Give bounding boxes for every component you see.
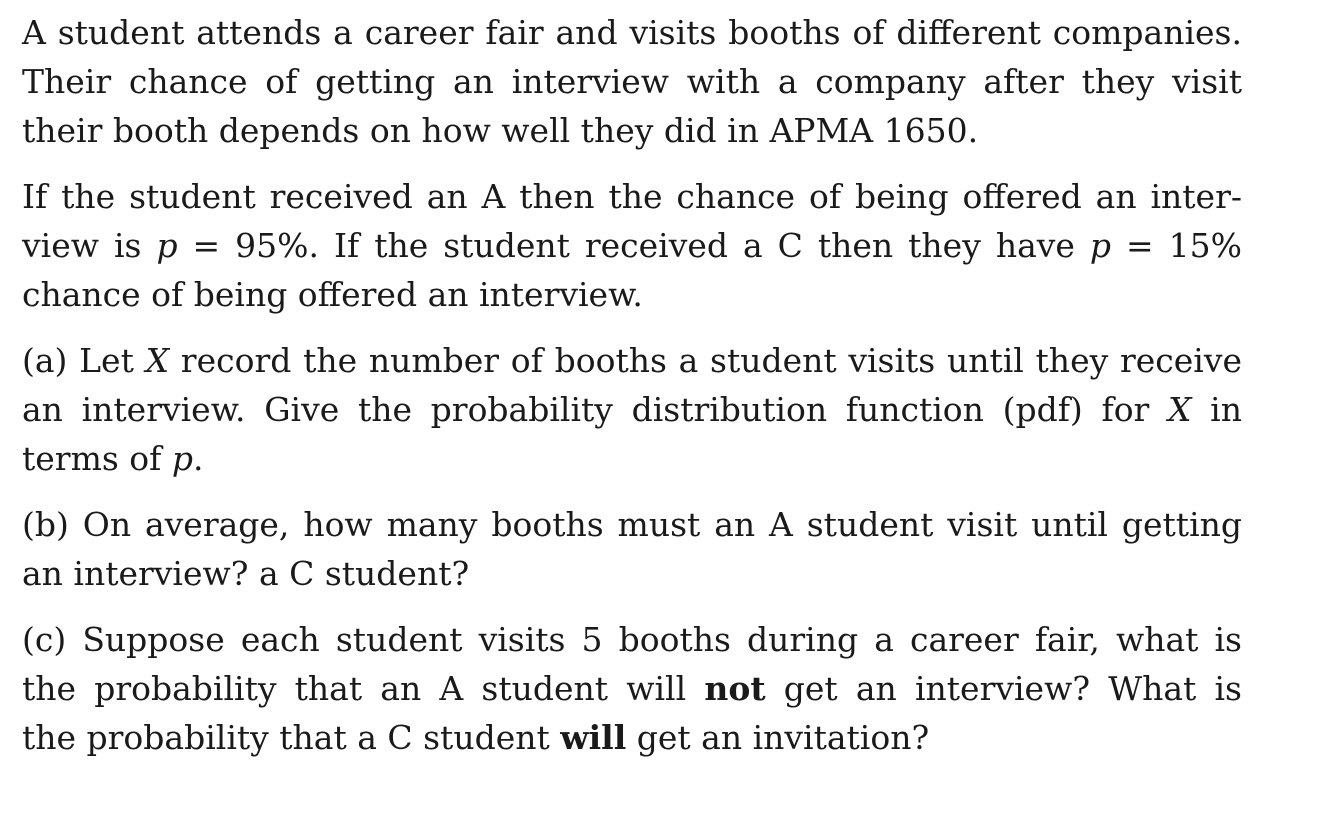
intro-paragraph	[22, 8, 1242, 155]
conditions-text: = 15%	[1111, 226, 1243, 265]
emphasis-not: not	[704, 669, 766, 708]
problem-document	[22, 8, 1242, 779]
variable-x: X	[145, 341, 170, 380]
emphasis-will: will	[560, 718, 627, 757]
intro-line-2: Their chance of getting an interview with a company after they visit	[22, 62, 1242, 101]
variable-p: p	[156, 226, 178, 265]
conditions-text: view is	[22, 226, 157, 265]
part-b-line-2: an interview? a C student?	[22, 554, 470, 593]
part-a-text: (a) Let	[22, 341, 146, 380]
part-a-line-2	[22, 385, 1242, 434]
conditions-line-1: If the student received an A then the chance of being offered an inter-	[22, 177, 1242, 216]
variable-p: p	[171, 439, 193, 478]
part-c-text: the probability that a C student	[22, 718, 561, 757]
intro-line-1: A student attends a career fair and visits booths of different companies.	[22, 13, 1242, 52]
part-a-text: .	[192, 439, 204, 478]
part-a-line-3	[22, 434, 1242, 483]
part-a-text: an interview. Give the probability distribution function (pdf) for	[22, 390, 1169, 429]
part-a-text: in	[1191, 390, 1242, 429]
conditions-line-3: chance of being offered an interview.	[22, 275, 643, 314]
conditions-line-2	[22, 221, 1242, 270]
part-a-text: terms of	[22, 439, 172, 478]
part-c-paragraph	[22, 615, 1242, 762]
part-b-paragraph	[22, 500, 1242, 598]
part-b-line-1: (b) On average, how many booths must an A student visit until getting	[22, 505, 1242, 544]
part-c-text: get an interview? What is	[765, 669, 1242, 708]
variable-p: p	[1089, 226, 1112, 265]
intro-line-3: their booth depends on how well they did in APMA 1650.	[22, 111, 979, 150]
part-c-line-3	[22, 713, 1242, 762]
conditions-paragraph	[22, 172, 1242, 319]
variable-x: X	[1168, 390, 1192, 429]
conditions-text: = 95%. If the student received a C then they have	[177, 226, 1090, 265]
part-a-text: record the number of booths a student visits until they receive	[169, 341, 1243, 380]
part-c-line-1: (c) Suppose each student visits 5 booths during a career fair, what is	[22, 620, 1242, 659]
part-c-text: get an invitation?	[626, 718, 930, 757]
part-a-line-1	[22, 336, 1242, 385]
part-c-line-2	[22, 664, 1242, 713]
part-c-text: the probability that an A student will	[22, 669, 705, 708]
part-a-paragraph	[22, 336, 1242, 483]
